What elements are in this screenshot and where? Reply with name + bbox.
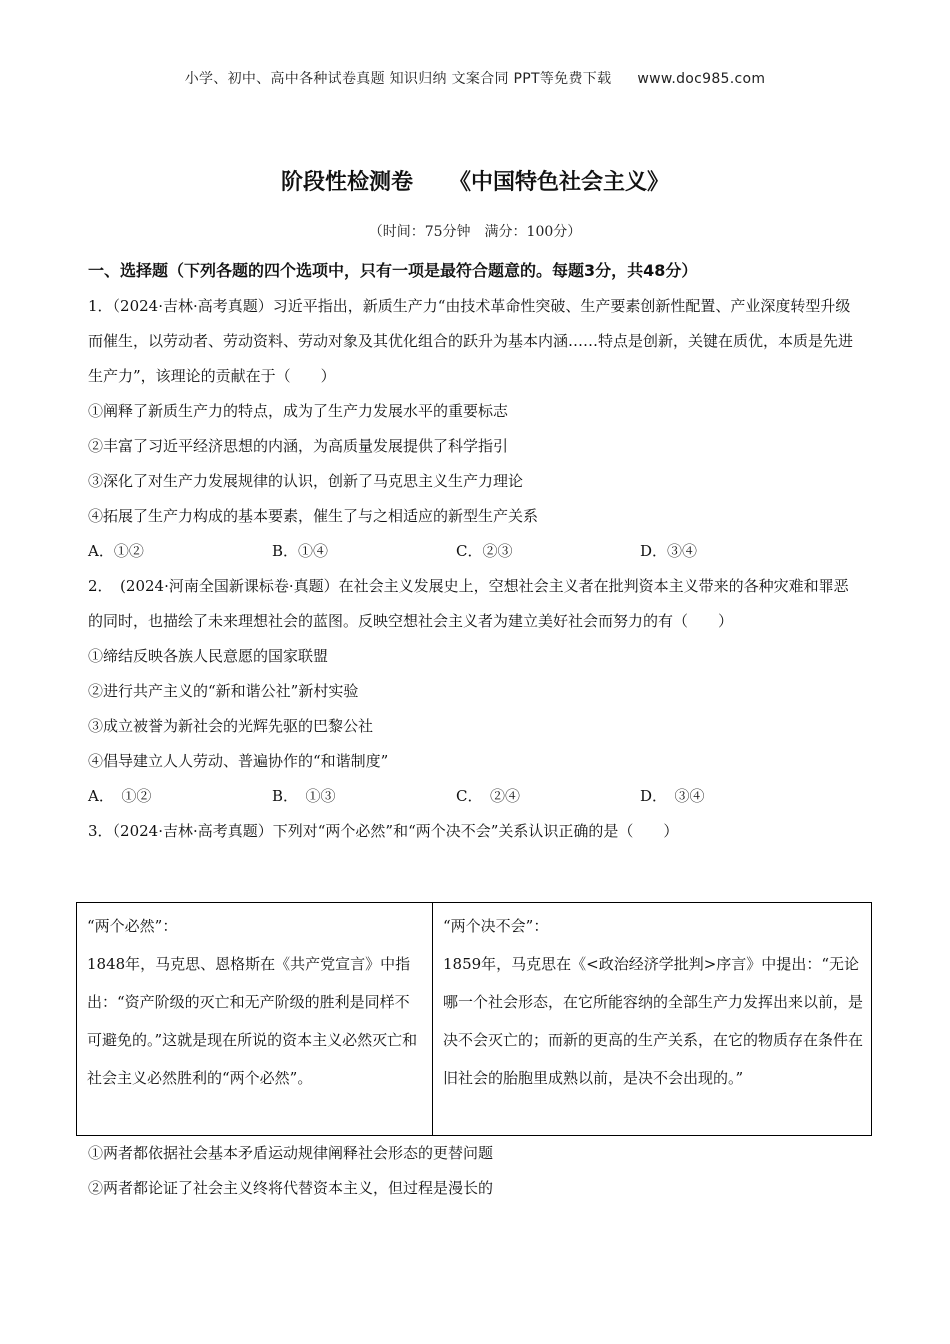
question-2 <box>88 569 863 814</box>
header-site-link[interactable]: www.doc985.com <box>637 71 766 87</box>
answer-choices <box>88 534 863 569</box>
choice-d[interactable]: D．③④ <box>640 542 698 560</box>
choice-c[interactable]: C．②③ <box>456 542 513 560</box>
choice-b[interactable]: B． ①③ <box>272 787 336 805</box>
exam-info: （时间：75分钟 满分：100分） <box>368 224 582 240</box>
page-title <box>0 165 950 196</box>
statement-item: ④倡导建立人人劳动、普遍协作的“和谐制度” <box>88 752 389 770</box>
statement-item: ①两者都依据社会基本矛盾运动规律阐释社会形态的更替问题 <box>88 1144 494 1162</box>
choice-d[interactable]: D． ③④ <box>640 787 705 805</box>
question-1 <box>88 289 863 569</box>
question-stem: 2． (2024·河南全国新课标卷·真题）在社会主义发展史上，空想社会主义者在批判资本主义带来的各种灾难和罪恶的同时，也描绘了未来理想社会的蓝图。反映空想社会主义者为建立美好社会而努力的有（ ） <box>88 577 849 630</box>
statement-item: ②进行共产主义的“新和谐公社”新村实验 <box>88 682 359 700</box>
question-stem: 1．（2024·吉林·高考真题）习近平指出，新质生产力“由技术革命性突破、生产要素创新性配置、产业深度转型升级而催生，以劳动者、劳动资料、劳动对象及其优化组合的跃升为基本内涵……特点是创新，关键在质优，本质是先进生产力”，该理论的贡献在于（ ） <box>88 297 854 385</box>
statement-item: ②丰富了习近平经济思想的内涵，为高质量发展提供了科学指引 <box>88 437 509 455</box>
question-3 <box>88 814 863 849</box>
quote-table <box>76 902 872 1136</box>
question-stem: 3．（2024·吉林·高考真题）下列对“两个必然”和“两个决不会”关系认识正确的是（ ） <box>88 822 679 840</box>
section-heading: 一、选择题（下列各题的四个选项中，只有一项是最符合题意的。每题3分，共48分） <box>88 261 698 280</box>
choice-a[interactable]: A．①② <box>88 542 144 560</box>
title-part1: 阶段性检测卷 <box>280 170 413 195</box>
page-header <box>0 68 950 88</box>
statement-item: ②两者都论证了社会主义终将代替资本主义，但过程是漫长的 <box>88 1179 494 1197</box>
statement-item: ④拓展了生产力构成的基本要素，催生了与之相适应的新型生产关系 <box>88 507 539 525</box>
table-cell-two-inevitables: “两个必然”： 1848年，马克思、恩格斯在《共产党宣言》中指出：“资产阶级的灭亡和无产阶级的胜利是同样不可避免的。”这就是现在所说的资本主义必然灭亡和社会主义必然胜利的“两个必然”。 <box>77 903 433 1135</box>
choice-a[interactable]: A． ①② <box>88 787 152 805</box>
statement-item: ③深化了对生产力发展规律的认识，创新了马克思主义生产力理论 <box>88 472 524 490</box>
exam-content <box>88 255 863 849</box>
title-part2: 《中国特色社会主义》 <box>449 170 670 195</box>
header-text: 小学、初中、高中各种试卷真题 知识归纳 文案合同 PPT等免费下载 <box>184 71 612 87</box>
statement-item: ①缔结反映各族人民意愿的国家联盟 <box>88 647 329 665</box>
statement-item: ③成立被誉为新社会的光辉先驱的巴黎公社 <box>88 717 374 735</box>
table-cell-two-nevers: “两个决不会”： 1859年，马克思在《<政治经济学批判>序言》中提出：“无论哪一个社会形态，在它所能容纳的全部生产力发挥出来以前，是决不会灭亡的；而新的更高的生产关系，在它的物质存在条件在旧社会的胎胞里成熟以前，是决不会出现的。” <box>443 917 864 1087</box>
answer-choices <box>88 779 863 814</box>
choice-c[interactable]: C． ②④ <box>456 787 520 805</box>
statement-item: ①阐释了新质生产力的特点，成为了生产力发展水平的重要标志 <box>88 402 509 420</box>
question-3-statements <box>88 1136 863 1206</box>
choice-b[interactable]: B．①④ <box>272 542 329 560</box>
